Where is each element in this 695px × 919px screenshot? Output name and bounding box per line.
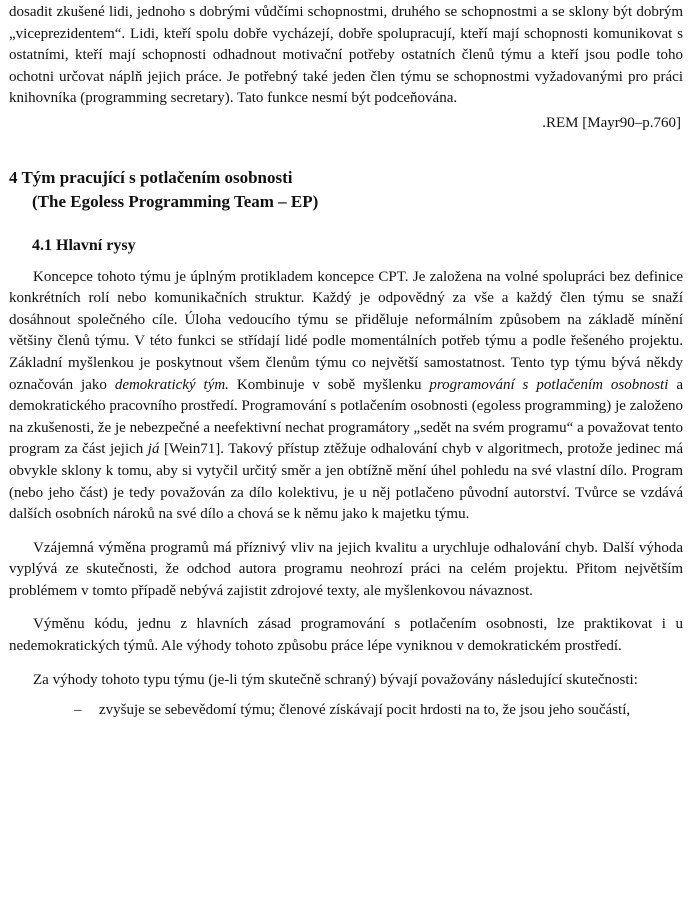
intro-reference: .REM [Mayr90–p.760] [542, 114, 681, 131]
intro-paragraph: dosadit zkušené lidi, jednoho s dobrými vůdčími schopnostmi, druhého se schopnostmi a se sklony být dobrým „viceprezidentem“. Lidi, kteří spolu dobře vycházejí, dobře spolupracují, kteří mají schopnosti komunikovat s ostatními, kteří mají schopnosti odhadnout motivační potřeby ostatních členů týmu a kteří jsou podle toho ochotni určovat náplň jejich práce. Je potřebný také jeden člen týmu se schopnostmi vyžadovanými pro práci knihovníka (programming secretary). Tato funkce nesmí být podceňována. [9, 4, 683, 107]
body-paragraph-3: Výměnu kódu, jednu z hlavních zásad programování s potlačením osobnosti, lze praktikovat i u nedemokratických týmů. Ale výhody tohoto způsobu práce lépe vyniknou v demokratickém prostředí. [9, 616, 683, 655]
p1-text-4: [Wein71]. Takový přístup ztěžuje odhalování chyb v algoritmech, protože jedinec má obvykle sklony k tomu, aby si vytyčil určitý směr a jen obtížně mění úhel pohledu na své vlastní dílo. Program (nebo jeho část) je tedy považován za dílo kolektivu, je u něj potlačeno původní autorství. Tvůrce se vzdává dalších osobních nároků na své dílo a chová se k němu jako k majetku týmu. [9, 441, 683, 523]
chapter-title-line1: 4 Tým pracující s potlačením osobnosti [9, 167, 293, 187]
p1-text-3: a demokratického pracovního prostředí. Programování s potlačením osobnosti (egoless programming) je založeno na zkušenosti, že je nebezpečné a neefektivní nechat programátory „sedět na svém programu“ a považovat tento program za část jejich [9, 376, 683, 458]
advantages-list [9, 700, 683, 722]
section-heading: 4.1 Hlavní rysy [32, 236, 136, 254]
chapter-heading [9, 166, 683, 214]
list-item-text: zvyšuje se sebevědomí týmu; členové získávají pocit hrdosti na to, že jsou jeho součástí, [99, 702, 631, 719]
body-paragraph-2: Vzájemná výměna programů má příznivý vliv na jejich kvalitu a urychluje odhalování chyb. Další výhoda vyplývá ze skutečnosti, že odchod autora programu neohrozí práci na celém projektu. Přitom největším problémem v tomto případě nebývá zajistit zdrojové texty, ale myšlenkovou návaznost. [9, 539, 683, 599]
body-paragraph-1 [9, 267, 683, 526]
chapter-title-line2: (The Egoless Programming Team – EP) [32, 191, 319, 211]
p1-text-1: Koncepce tohoto týmu je úplným protikladem koncepce CPT. Je založena na volné spolupráci bez definice konkrétních rolí nebo komunikačních struktur. Každý je odpovědný za vše a každý člen týmu se snaží dosáhnout společného cíle. Úloha vedoucího týmu se přiděluje neformálním způsobem na základě mínění většiny členů týmu. V této funkci se střídají lidé podle momentálních potřeb týmu a podle řešeného projektu. Základní myšlenkou je poskytnout všem členům týmu co největší samostatnost. Tento typ týmu bývá někdy označován jako [9, 268, 683, 393]
p1-emphasis-2: programování s potlačením osobnosti [429, 376, 669, 393]
p1-text-2: Kombinuje v sobě myšlenku [228, 376, 430, 393]
p1-emphasis-3: já [147, 441, 160, 458]
p1-emphasis-1: demokratický tým. [114, 376, 229, 393]
list-item [74, 700, 683, 722]
body-paragraph-4: Za výhody tohoto typu týmu (je-li tým skutečně schraný) bývají považovány následující skutečnosti: [33, 671, 638, 688]
dash-bullet: – [74, 702, 82, 719]
